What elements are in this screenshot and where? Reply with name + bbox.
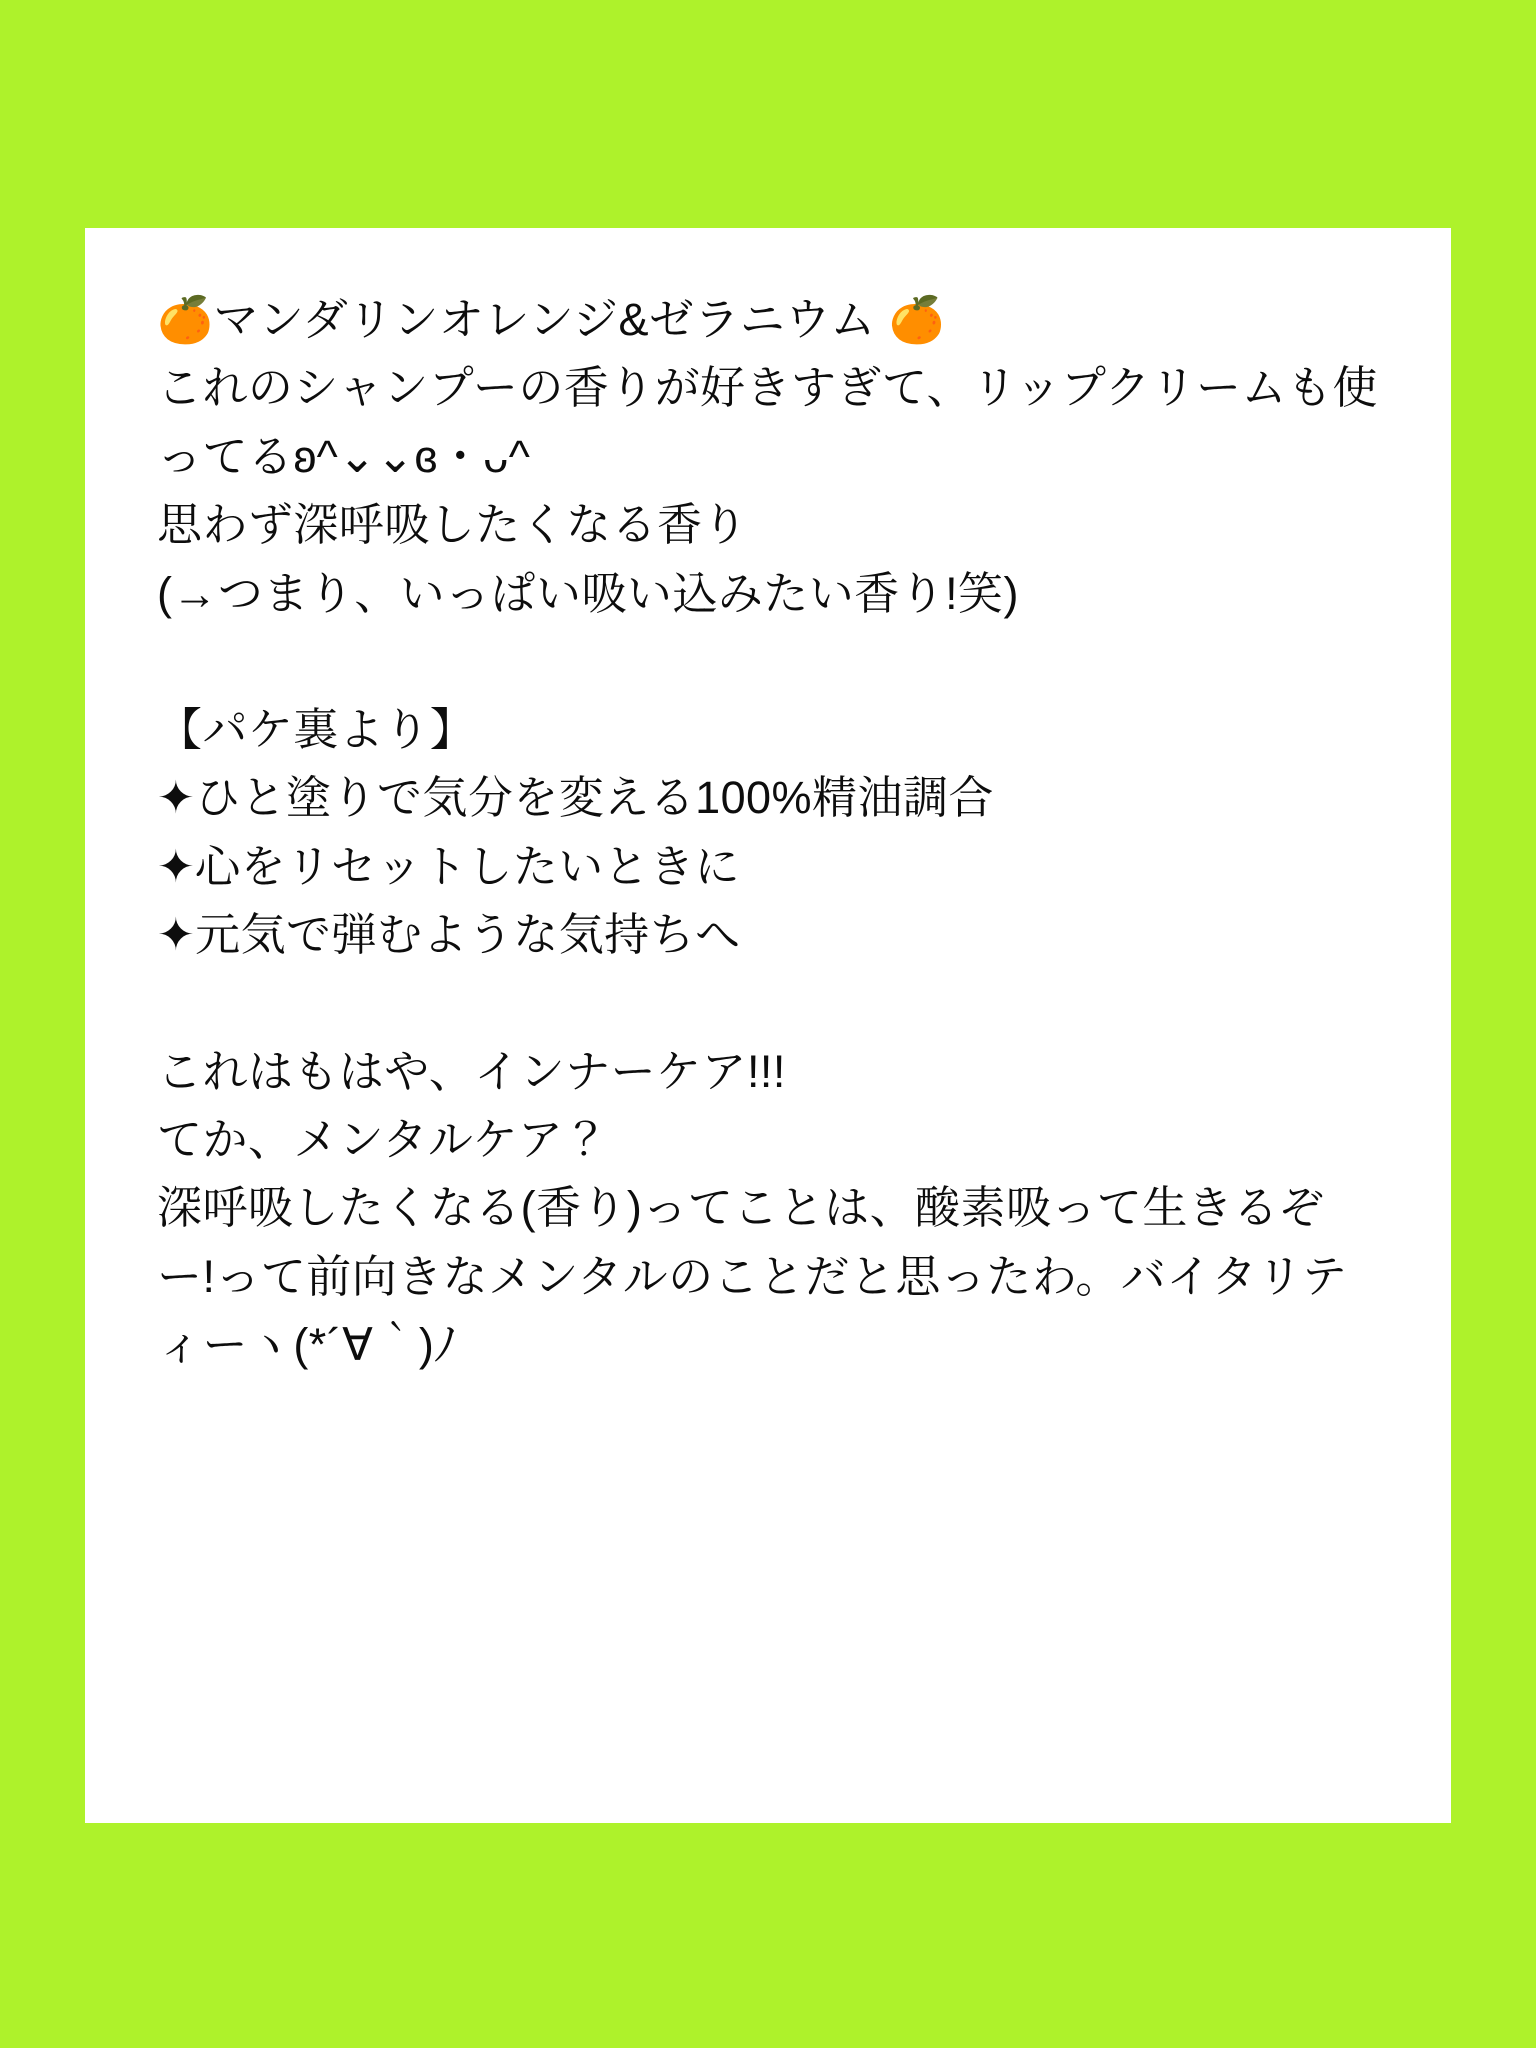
text-line-bullet-2: ✦心をリセットしたいときに — [157, 840, 741, 892]
text-line-3: (→つまり、いっぱい吸い込みたい香り!笑) — [157, 567, 1019, 619]
text-line-bullet-1: ✦ひと塗りで気分を変える100%精油調合 — [157, 772, 994, 824]
text-line-1: これのシャンプーの香りが好きすぎて、リップクリームも使ってるʚ^⌄⌄ɞ・ᴗ^ — [157, 362, 1378, 482]
text-line-6: 深呼吸したくなる(香り)ってことは、酸素吸って生きるぞー!って前向きなメンタルのことだと思ったわ。バイタリティーヽ(*´∀｀)ﾉ — [157, 1182, 1348, 1371]
text-line-spacer-1 — [157, 628, 1379, 696]
text-line-4: これはもはや、インナーケア!!! — [157, 1045, 786, 1097]
text-line-5: てか、メンタルケア？ — [157, 1113, 609, 1165]
post-text-block — [157, 286, 1379, 1379]
text-line-title: 🍊マンダリンオレンジ&ゼラニウム 🍊 — [157, 294, 946, 345]
text-line-2: 思わず深呼吸したくなる香り — [157, 499, 748, 551]
note-card — [85, 228, 1451, 1823]
note-card-content — [85, 228, 1451, 1419]
text-line-heading-package: 【パケ裏より】 — [157, 703, 476, 755]
text-line-spacer-2 — [157, 970, 1379, 1038]
text-line-bullet-3: ✦元気で弾むような気持ちへ — [157, 909, 741, 961]
